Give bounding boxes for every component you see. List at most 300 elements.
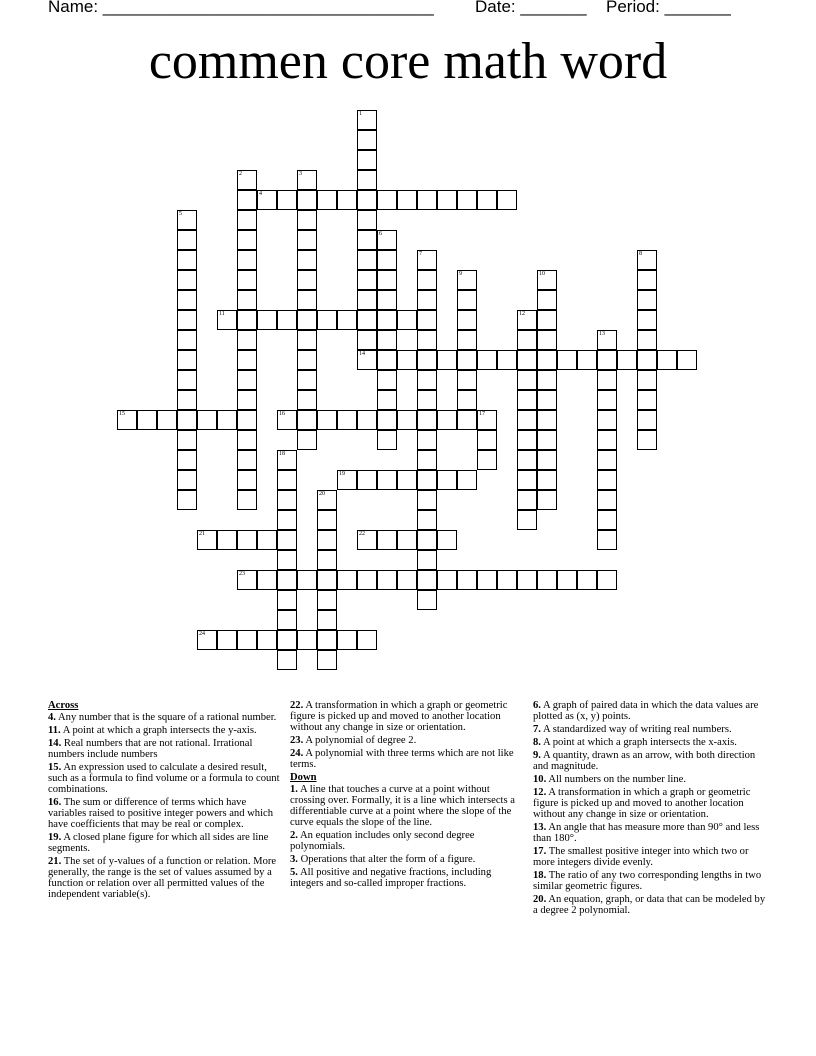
grid-cell[interactable] bbox=[217, 310, 237, 330]
grid-cell[interactable] bbox=[497, 350, 517, 370]
grid-cell[interactable] bbox=[237, 570, 257, 590]
grid-cell[interactable] bbox=[177, 370, 197, 390]
grid-cell[interactable] bbox=[417, 590, 437, 610]
grid-cell[interactable] bbox=[317, 610, 337, 630]
grid-cell[interactable] bbox=[237, 410, 257, 430]
grid-cell[interactable] bbox=[417, 350, 437, 370]
grid-cell[interactable] bbox=[197, 410, 217, 430]
grid-cell[interactable] bbox=[517, 430, 537, 450]
grid-cell[interactable] bbox=[457, 270, 477, 290]
grid-cell[interactable] bbox=[437, 410, 457, 430]
grid-cell[interactable] bbox=[357, 410, 377, 430]
grid-cell[interactable] bbox=[517, 330, 537, 350]
grid-cell[interactable] bbox=[517, 410, 537, 430]
grid-cell[interactable] bbox=[537, 310, 557, 330]
grid-cell[interactable] bbox=[277, 610, 297, 630]
grid-cell[interactable] bbox=[357, 530, 377, 550]
grid-cell[interactable] bbox=[177, 430, 197, 450]
grid-cell[interactable] bbox=[637, 310, 657, 330]
grid-cell[interactable] bbox=[597, 470, 617, 490]
grid-cell[interactable] bbox=[537, 270, 557, 290]
grid-cell[interactable] bbox=[637, 290, 657, 310]
grid-cell[interactable] bbox=[177, 450, 197, 470]
clue-number-label: 18. bbox=[533, 870, 547, 881]
clue-number: 21 bbox=[199, 531, 205, 537]
grid-cell[interactable] bbox=[297, 570, 317, 590]
grid-cell[interactable] bbox=[117, 410, 137, 430]
clue-item bbox=[533, 787, 769, 820]
grid-cell[interactable] bbox=[357, 470, 377, 490]
clue-text: A polynomial of degree 2. bbox=[303, 735, 417, 746]
grid-cell[interactable] bbox=[257, 310, 277, 330]
clue-text: All positive and negative fractions, including integers and so-called improper fractions. bbox=[290, 867, 492, 889]
grid-cell[interactable] bbox=[357, 150, 377, 170]
grid-cell[interactable] bbox=[357, 250, 377, 270]
grid-cell[interactable] bbox=[177, 350, 197, 370]
grid-cell[interactable] bbox=[417, 530, 437, 550]
clue-number-label: 15. bbox=[48, 762, 62, 773]
grid-cell[interactable] bbox=[377, 250, 397, 270]
grid-cell[interactable] bbox=[537, 290, 557, 310]
grid-cell[interactable] bbox=[417, 430, 437, 450]
grid-cell[interactable] bbox=[237, 490, 257, 510]
grid-cell[interactable] bbox=[237, 290, 257, 310]
grid-cell[interactable] bbox=[637, 270, 657, 290]
grid-cell[interactable] bbox=[517, 370, 537, 390]
grid-cell[interactable] bbox=[637, 390, 657, 410]
grid-cell[interactable] bbox=[537, 490, 557, 510]
grid-cell[interactable] bbox=[297, 410, 317, 430]
grid-cell[interactable] bbox=[457, 330, 477, 350]
grid-cell[interactable] bbox=[297, 350, 317, 370]
grid-cell[interactable] bbox=[557, 350, 577, 370]
clue-text: A standardized way of writing real numbers. bbox=[540, 724, 732, 735]
grid-cell[interactable] bbox=[397, 350, 417, 370]
clue-number-label: 9. bbox=[533, 750, 541, 761]
grid-cell[interactable] bbox=[577, 350, 597, 370]
grid-cell[interactable] bbox=[537, 570, 557, 590]
grid-cell[interactable] bbox=[617, 350, 637, 370]
grid-cell[interactable] bbox=[237, 390, 257, 410]
grid-cell[interactable] bbox=[237, 630, 257, 650]
grid-cell[interactable] bbox=[297, 270, 317, 290]
grid-cell[interactable] bbox=[637, 430, 657, 450]
grid-cell[interactable] bbox=[637, 370, 657, 390]
grid-cell[interactable] bbox=[317, 530, 337, 550]
grid-cell[interactable] bbox=[157, 410, 177, 430]
grid-cell[interactable] bbox=[237, 210, 257, 230]
grid-cell[interactable] bbox=[637, 350, 657, 370]
clue-number: 3 bbox=[299, 171, 302, 177]
grid-cell[interactable] bbox=[377, 270, 397, 290]
clues-column-1 bbox=[48, 700, 284, 902]
clue-number-label: 17. bbox=[533, 846, 547, 857]
clue-item bbox=[533, 774, 769, 785]
grid-cell[interactable] bbox=[417, 290, 437, 310]
grid-cell[interactable] bbox=[357, 630, 377, 650]
grid-cell[interactable] bbox=[297, 230, 317, 250]
grid-cell[interactable] bbox=[537, 330, 557, 350]
clue-item bbox=[290, 830, 526, 852]
grid-cell[interactable] bbox=[417, 550, 437, 570]
grid-cell[interactable] bbox=[417, 190, 437, 210]
grid-cell[interactable] bbox=[177, 290, 197, 310]
grid-cell[interactable] bbox=[457, 370, 477, 390]
grid-cell[interactable] bbox=[357, 170, 377, 190]
grid-cell[interactable] bbox=[417, 310, 437, 330]
grid-cell[interactable] bbox=[477, 190, 497, 210]
grid-cell[interactable] bbox=[217, 410, 237, 430]
grid-cell[interactable] bbox=[417, 450, 437, 470]
grid-cell[interactable] bbox=[237, 430, 257, 450]
grid-cell[interactable] bbox=[457, 290, 477, 310]
grid-cell[interactable] bbox=[297, 290, 317, 310]
grid-cell[interactable] bbox=[357, 210, 377, 230]
clue-number: 4 bbox=[259, 191, 262, 197]
clue-number: 23 bbox=[239, 571, 245, 577]
grid-cell[interactable] bbox=[537, 410, 557, 430]
grid-cell[interactable] bbox=[277, 450, 297, 470]
grid-cell[interactable] bbox=[237, 370, 257, 390]
grid-cell[interactable] bbox=[317, 570, 337, 590]
grid-cell[interactable] bbox=[277, 510, 297, 530]
grid-cell[interactable] bbox=[517, 570, 537, 590]
grid-cell[interactable] bbox=[197, 530, 217, 550]
grid-cell[interactable] bbox=[457, 410, 477, 430]
grid-cell[interactable] bbox=[237, 330, 257, 350]
grid-cell[interactable] bbox=[597, 390, 617, 410]
grid-cell[interactable] bbox=[457, 190, 477, 210]
clue-text: A graph of paired data in which the data values are plotted as (x, y) points. bbox=[533, 700, 759, 722]
grid-cell[interactable] bbox=[597, 330, 617, 350]
grid-cell[interactable] bbox=[497, 570, 517, 590]
grid-cell[interactable] bbox=[597, 570, 617, 590]
grid-cell[interactable] bbox=[337, 570, 357, 590]
grid-cell[interactable] bbox=[237, 310, 257, 330]
clue-number: 1 bbox=[359, 111, 362, 117]
grid-cell[interactable] bbox=[637, 410, 657, 430]
clue-number: 10 bbox=[539, 271, 545, 277]
grid-cell[interactable] bbox=[377, 190, 397, 210]
grid-cell[interactable] bbox=[457, 310, 477, 330]
grid-cell[interactable] bbox=[277, 470, 297, 490]
grid-cell[interactable] bbox=[377, 390, 397, 410]
clue-number-label: 13. bbox=[533, 822, 547, 833]
grid-cell[interactable] bbox=[137, 410, 157, 430]
grid-cell[interactable] bbox=[517, 450, 537, 470]
clue-number-label: 3. bbox=[290, 854, 298, 865]
grid-cell[interactable] bbox=[597, 370, 617, 390]
grid-cell[interactable] bbox=[497, 190, 517, 210]
clue-item bbox=[48, 856, 284, 900]
grid-cell[interactable] bbox=[317, 190, 337, 210]
grid-cell[interactable] bbox=[417, 410, 437, 430]
grid-cell[interactable] bbox=[357, 350, 377, 370]
clue-number: 12 bbox=[519, 311, 525, 317]
grid-cell[interactable] bbox=[297, 430, 317, 450]
grid-cell[interactable] bbox=[437, 190, 457, 210]
grid-cell[interactable] bbox=[397, 310, 417, 330]
grid-cell[interactable] bbox=[357, 110, 377, 130]
grid-cell[interactable] bbox=[417, 570, 437, 590]
name-field-label[interactable]: Name: ___________________________________ bbox=[48, 0, 434, 16]
grid-cell[interactable] bbox=[317, 630, 337, 650]
clue-text: Operations that alter the form of a figure. bbox=[297, 854, 476, 865]
clue-number: 22 bbox=[359, 531, 365, 537]
grid-cell[interactable] bbox=[277, 650, 297, 670]
grid-cell[interactable] bbox=[417, 250, 437, 270]
grid-cell[interactable] bbox=[537, 350, 557, 370]
clue-text: The smallest positive integer into which two or more integers divide evenly. bbox=[533, 846, 749, 868]
grid-cell[interactable] bbox=[337, 410, 357, 430]
grid-cell[interactable] bbox=[277, 490, 297, 510]
clue-number-label: 5. bbox=[290, 867, 298, 878]
grid-cell[interactable] bbox=[357, 290, 377, 310]
clues-column-2 bbox=[290, 700, 526, 891]
clue-number-label: 10. bbox=[533, 774, 547, 785]
clue-item bbox=[533, 822, 769, 844]
grid-cell[interactable] bbox=[257, 530, 277, 550]
grid-cell[interactable] bbox=[317, 310, 337, 330]
grid-cell[interactable] bbox=[217, 530, 237, 550]
grid-cell[interactable] bbox=[597, 410, 617, 430]
grid-cell[interactable] bbox=[357, 270, 377, 290]
grid-cell[interactable] bbox=[557, 570, 577, 590]
grid-cell[interactable] bbox=[277, 570, 297, 590]
grid-cell[interactable] bbox=[397, 410, 417, 430]
grid-cell[interactable] bbox=[317, 490, 337, 510]
grid-cell[interactable] bbox=[517, 310, 537, 330]
clue-number-label: 8. bbox=[533, 737, 541, 748]
clue-text: The sum or difference of terms which have variables raised to positive integer powers and which have coefficients that may be real or complex. bbox=[48, 797, 274, 830]
grid-cell[interactable] bbox=[457, 350, 477, 370]
grid-cell[interactable] bbox=[377, 410, 397, 430]
grid-cell[interactable] bbox=[397, 470, 417, 490]
grid-cell[interactable] bbox=[477, 570, 497, 590]
period-field-label[interactable]: Period: _______ bbox=[606, 0, 731, 16]
grid-cell[interactable] bbox=[357, 310, 377, 330]
grid-cell[interactable] bbox=[457, 390, 477, 410]
grid-cell[interactable] bbox=[257, 190, 277, 210]
clue-number: 17 bbox=[479, 411, 485, 417]
clue-number-label: 24. bbox=[290, 748, 304, 759]
grid-cell[interactable] bbox=[537, 470, 557, 490]
grid-cell[interactable] bbox=[297, 190, 317, 210]
grid-cell[interactable] bbox=[237, 170, 257, 190]
grid-cell[interactable] bbox=[417, 490, 437, 510]
grid-cell[interactable] bbox=[337, 630, 357, 650]
grid-cell[interactable] bbox=[457, 570, 477, 590]
clue-number-label: 1. bbox=[290, 784, 298, 795]
clue-number: 20 bbox=[319, 491, 325, 497]
clue-number: 11 bbox=[219, 311, 225, 317]
grid-cell[interactable] bbox=[277, 630, 297, 650]
grid-cell[interactable] bbox=[297, 250, 317, 270]
grid-cell[interactable] bbox=[377, 570, 397, 590]
clue-text: A point at which a graph intersects the y-axis. bbox=[60, 725, 257, 736]
grid-cell[interactable] bbox=[477, 410, 497, 430]
grid-cell[interactable] bbox=[217, 630, 237, 650]
grid-cell[interactable] bbox=[177, 250, 197, 270]
grid-cell[interactable] bbox=[577, 570, 597, 590]
grid-cell[interactable] bbox=[397, 530, 417, 550]
clue-number: 8 bbox=[639, 251, 642, 257]
date-field-label[interactable]: Date: _______ bbox=[475, 0, 587, 16]
grid-cell[interactable] bbox=[357, 190, 377, 210]
grid-cell[interactable] bbox=[417, 470, 437, 490]
clue-item bbox=[290, 784, 526, 828]
clue-text: The ratio of any two corresponding lengths in two similar geometric figures. bbox=[533, 870, 762, 892]
grid-cell[interactable] bbox=[177, 470, 197, 490]
grid-cell[interactable] bbox=[237, 230, 257, 250]
grid-cell[interactable] bbox=[257, 570, 277, 590]
grid-cell[interactable] bbox=[277, 410, 297, 430]
grid-cell[interactable] bbox=[177, 310, 197, 330]
grid-cell[interactable] bbox=[537, 450, 557, 470]
grid-cell[interactable] bbox=[377, 530, 397, 550]
grid-cell[interactable] bbox=[297, 370, 317, 390]
grid-cell[interactable] bbox=[637, 250, 657, 270]
grid-cell[interactable] bbox=[377, 370, 397, 390]
clue-number: 13 bbox=[599, 331, 605, 337]
grid-cell[interactable] bbox=[437, 470, 457, 490]
clue-item bbox=[533, 724, 769, 735]
clue-number: 5 bbox=[179, 211, 182, 217]
clue-text: A quantity, drawn as an arrow, with both direction and magnitude. bbox=[533, 750, 756, 772]
grid-cell[interactable] bbox=[177, 490, 197, 510]
clue-number-label: 14. bbox=[48, 738, 62, 749]
grid-cell[interactable] bbox=[597, 530, 617, 550]
grid-cell[interactable] bbox=[417, 390, 437, 410]
grid-cell[interactable] bbox=[317, 510, 337, 530]
grid-cell[interactable] bbox=[177, 330, 197, 350]
grid-cell[interactable] bbox=[337, 310, 357, 330]
grid-cell[interactable] bbox=[237, 530, 257, 550]
grid-cell[interactable] bbox=[537, 390, 557, 410]
grid-cell[interactable] bbox=[277, 530, 297, 550]
grid-cell[interactable] bbox=[397, 190, 417, 210]
grid-cell[interactable] bbox=[677, 350, 697, 370]
grid-cell[interactable] bbox=[297, 210, 317, 230]
grid-cell[interactable] bbox=[417, 370, 437, 390]
grid-cell[interactable] bbox=[237, 470, 257, 490]
clue-item bbox=[533, 750, 769, 772]
grid-cell[interactable] bbox=[177, 410, 197, 430]
clue-item bbox=[533, 894, 769, 916]
grid-cell[interactable] bbox=[377, 290, 397, 310]
grid-cell[interactable] bbox=[517, 390, 537, 410]
clue-text: A transformation in which a graph or geometric figure is picked up and moved to another location without any change in size or orientation. bbox=[290, 700, 508, 733]
grid-cell[interactable] bbox=[277, 590, 297, 610]
grid-cell[interactable] bbox=[597, 350, 617, 370]
grid-cell[interactable] bbox=[277, 550, 297, 570]
clue-text: A line that touches a curve at a point without crossing over. Formally, it is a line which intersects a differentiable curve at a point where the slope of the curve equals the slope of the line. bbox=[290, 784, 515, 828]
grid-cell[interactable] bbox=[437, 350, 457, 370]
grid-cell[interactable] bbox=[457, 470, 477, 490]
grid-cell[interactable] bbox=[437, 530, 457, 550]
grid-cell[interactable] bbox=[437, 570, 457, 590]
grid-cell[interactable] bbox=[377, 430, 397, 450]
grid-cell[interactable] bbox=[177, 210, 197, 230]
grid-cell[interactable] bbox=[177, 270, 197, 290]
grid-cell[interactable] bbox=[377, 330, 397, 350]
grid-cell[interactable] bbox=[377, 470, 397, 490]
grid-cell[interactable] bbox=[297, 390, 317, 410]
grid-cell[interactable] bbox=[477, 350, 497, 370]
grid-cell[interactable] bbox=[177, 230, 197, 250]
clue-text: A transformation in which a graph or geometric figure is picked up and moved to another location without any change in size or orientation. bbox=[533, 787, 751, 820]
grid-cell[interactable] bbox=[317, 590, 337, 610]
grid-cell[interactable] bbox=[237, 270, 257, 290]
grid-cell[interactable] bbox=[417, 510, 437, 530]
clue-number-label: 20. bbox=[533, 894, 547, 905]
grid-cell[interactable] bbox=[357, 570, 377, 590]
grid-cell[interactable] bbox=[297, 630, 317, 650]
grid-cell[interactable] bbox=[537, 370, 557, 390]
clue-number: 9 bbox=[459, 271, 462, 277]
grid-cell[interactable] bbox=[597, 510, 617, 530]
clue-item bbox=[290, 735, 526, 746]
grid-cell[interactable] bbox=[257, 630, 277, 650]
grid-cell[interactable] bbox=[177, 390, 197, 410]
grid-cell[interactable] bbox=[657, 350, 677, 370]
clue-number-label: 16. bbox=[48, 797, 62, 808]
grid-cell[interactable] bbox=[377, 230, 397, 250]
grid-cell[interactable] bbox=[377, 310, 397, 330]
grid-cell[interactable] bbox=[277, 310, 297, 330]
grid-cell[interactable] bbox=[237, 190, 257, 210]
grid-cell[interactable] bbox=[637, 330, 657, 350]
grid-cell[interactable] bbox=[297, 310, 317, 330]
grid-cell[interactable] bbox=[297, 330, 317, 350]
clue-number-label: 23. bbox=[290, 735, 304, 746]
grid-cell[interactable] bbox=[357, 130, 377, 150]
grid-cell[interactable] bbox=[357, 230, 377, 250]
grid-cell[interactable] bbox=[517, 470, 537, 490]
clue-item bbox=[533, 846, 769, 868]
grid-cell[interactable] bbox=[237, 350, 257, 370]
grid-cell[interactable] bbox=[417, 270, 437, 290]
clue-item bbox=[48, 712, 284, 723]
grid-cell[interactable] bbox=[517, 510, 537, 530]
grid-cell[interactable] bbox=[417, 330, 437, 350]
grid-cell[interactable] bbox=[517, 490, 537, 510]
grid-cell[interactable] bbox=[397, 570, 417, 590]
grid-cell[interactable] bbox=[537, 430, 557, 450]
grid-cell[interactable] bbox=[357, 330, 377, 350]
grid-cell[interactable] bbox=[237, 250, 257, 270]
grid-cell[interactable] bbox=[317, 410, 337, 430]
grid-cell[interactable] bbox=[277, 190, 297, 210]
grid-cell[interactable] bbox=[317, 650, 337, 670]
clue-item bbox=[533, 737, 769, 748]
grid-cell[interactable] bbox=[477, 450, 497, 470]
grid-cell[interactable] bbox=[317, 550, 337, 570]
grid-cell[interactable] bbox=[477, 430, 497, 450]
grid-cell[interactable] bbox=[517, 350, 537, 370]
grid-cell[interactable] bbox=[377, 350, 397, 370]
grid-cell[interactable] bbox=[597, 430, 617, 450]
grid-cell[interactable] bbox=[237, 450, 257, 470]
grid-cell[interactable] bbox=[597, 450, 617, 470]
grid-cell[interactable] bbox=[597, 490, 617, 510]
grid-cell[interactable] bbox=[297, 170, 317, 190]
grid-cell[interactable] bbox=[197, 630, 217, 650]
grid-cell[interactable] bbox=[337, 190, 357, 210]
clue-item bbox=[48, 738, 284, 760]
clue-number: 15 bbox=[119, 411, 125, 417]
grid-cell[interactable] bbox=[337, 470, 357, 490]
